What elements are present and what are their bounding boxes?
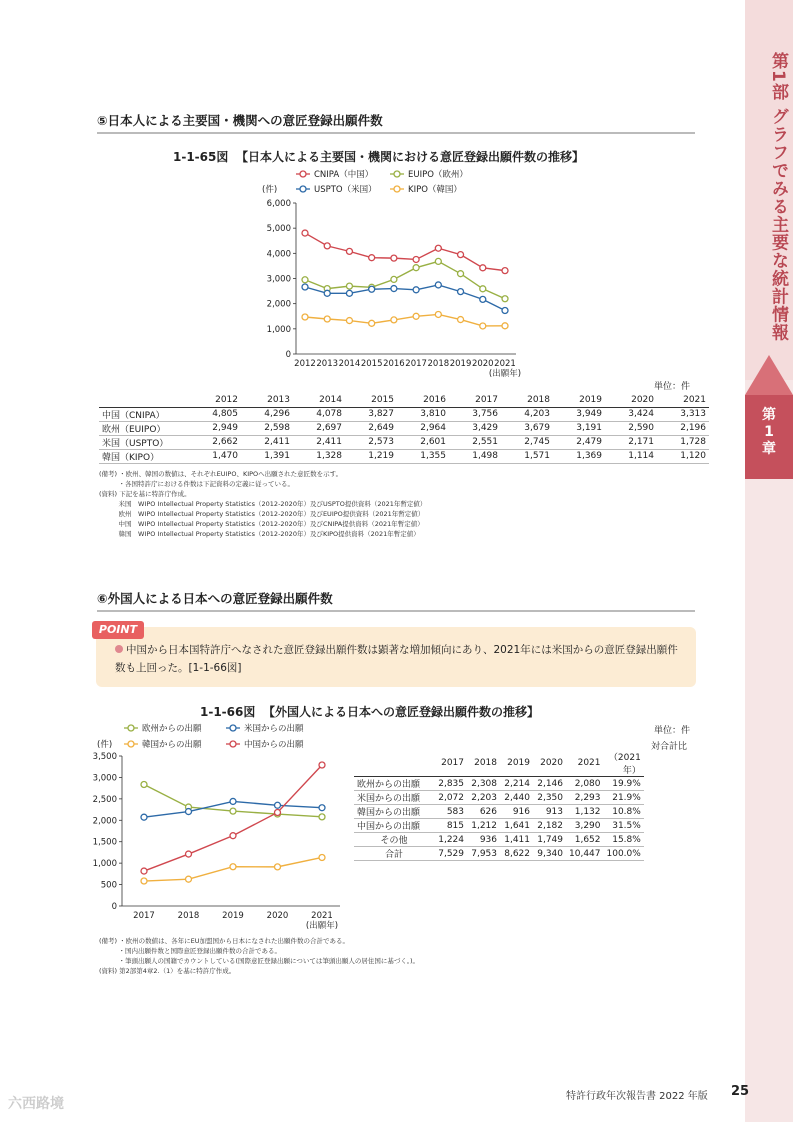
table-cell: 19.9%	[604, 777, 644, 791]
table-row-label: 中国からの出願	[354, 819, 434, 833]
table-cell: 3,429	[449, 421, 501, 435]
legend-label-1: 米国からの出願	[244, 724, 304, 734]
figure-2-line-chart	[92, 720, 346, 935]
y-axis-label: (件)	[97, 740, 113, 750]
section-6-title: ⑥外国人による日本への意匠登録出願件数	[97, 591, 333, 606]
table-row	[354, 819, 644, 833]
table-header-cell: 2018	[467, 750, 500, 777]
table-row	[354, 777, 644, 791]
table-cell: 3,949	[553, 407, 605, 421]
figure-1-notes	[99, 469, 426, 539]
data-point-3-1	[324, 316, 330, 322]
table-cell: 4,203	[501, 407, 553, 421]
table-cell: 1,749	[533, 833, 566, 847]
note-line: 中国 WIPO Intellectual Property Statistics（2012-2020年）及びCNIPA提供資料（2021年暫定値）	[99, 520, 424, 528]
table-cell: 4,805	[189, 407, 241, 421]
note-line: 韓国 WIPO Intellectual Property Statistics（2012-2020年）及びKIPO提供資料（2021年暫定値）	[99, 530, 420, 538]
data-point-2-1	[186, 876, 192, 882]
table-cell: 1,114	[605, 449, 657, 463]
y-tick-label: 3,000	[266, 274, 291, 285]
y-tick-label: 0	[111, 902, 117, 912]
table-header-row	[354, 750, 644, 777]
table-row-label: 中国（CNIPA）	[99, 407, 189, 421]
data-point-1-4	[319, 805, 325, 811]
footer-publication: 特許行政年次報告書 2022 年版	[566, 1091, 708, 1102]
data-point-3-2	[230, 833, 236, 839]
data-point-1-2	[230, 798, 236, 804]
table-cell: 1,369	[553, 449, 605, 463]
table-cell: 2,745	[501, 435, 553, 449]
table-cell: 1,219	[345, 449, 397, 463]
sidebar-chapter-label: 第 1 章	[762, 407, 776, 457]
table-cell: 2,598	[241, 421, 293, 435]
table-cell: 2,573	[345, 435, 397, 449]
note-line: (資料) 第2部第4章2.（1）を基に特許庁作成。	[99, 967, 236, 975]
x-tick-label: 2018	[427, 359, 450, 369]
table-cell: 2,411	[241, 435, 293, 449]
data-point-3-8	[480, 323, 486, 329]
table-cell: 2,949	[189, 421, 241, 435]
series-line-3	[305, 314, 505, 326]
page-number: 25	[731, 1084, 750, 1099]
table-row	[99, 435, 709, 449]
data-point-3-0	[302, 314, 308, 320]
table-cell: 21.9%	[604, 791, 644, 805]
data-point-1-3	[275, 802, 281, 808]
table-cell: 10.8%	[604, 805, 644, 819]
table-cell: 1,571	[501, 449, 553, 463]
table-cell: 4,296	[241, 407, 293, 421]
data-point-0-4	[391, 255, 397, 261]
table-header-row	[99, 393, 709, 407]
table-cell: 31.5%	[604, 819, 644, 833]
y-tick-label: 3,000	[92, 773, 117, 784]
figure-1-line-chart	[260, 168, 540, 383]
note-line: 欧州 WIPO Intellectual Property Statistics（2012-2020年）及びEUIPO提供資料（2021年暫定値）	[99, 510, 425, 518]
data-point-3-3	[275, 809, 281, 815]
table-cell: 2,649	[345, 421, 397, 435]
table-header-cell: 2012	[189, 393, 241, 407]
table-cell: 1,328	[293, 449, 345, 463]
table-header-cell: 2018	[501, 393, 553, 407]
point-text	[115, 641, 687, 677]
data-point-3-6	[435, 311, 441, 317]
table-header-cell	[354, 750, 434, 777]
x-tick-label: 2018	[177, 911, 200, 921]
legend-marker-2	[128, 741, 134, 747]
data-point-1-7	[458, 271, 464, 277]
data-point-1-2	[346, 283, 352, 289]
sidebar-arrow	[745, 355, 793, 395]
legend-label-3: KIPO（韓国）	[408, 185, 462, 195]
data-point-1-0	[141, 814, 147, 820]
table-row-label: 韓国からの出願	[354, 805, 434, 819]
y-tick-label: 2,000	[92, 816, 117, 827]
table-cell: 1,498	[449, 449, 501, 463]
table-cell: 1,212	[467, 819, 500, 833]
figure-2-data-table	[354, 750, 644, 861]
legend-marker-0	[300, 171, 306, 177]
sidebar-part-label: 第1部 グラフでみる主要な統計情報	[768, 52, 788, 342]
x-tick-label: 2015	[360, 359, 383, 369]
figure-1-number: 1-1-65図	[173, 150, 229, 164]
data-point-0-0	[141, 782, 147, 788]
table-cell: 3,191	[553, 421, 605, 435]
figure-2-ratio-header: 対合計比	[651, 742, 688, 752]
table-cell: 2,080	[566, 777, 604, 791]
table-cell: 2,308	[467, 777, 500, 791]
section-6-divider	[97, 610, 695, 612]
table-cell: 100.0%	[604, 847, 644, 861]
table-row	[99, 421, 709, 435]
table-row-label: その他	[354, 833, 434, 847]
figure-1-unit: 単位：件	[654, 382, 691, 392]
x-tick-label: 2017	[405, 359, 427, 369]
data-point-2-3	[275, 864, 281, 870]
table-header-cell: 2020	[533, 750, 566, 777]
legend-marker-1	[230, 725, 236, 731]
table-cell: 1,224	[434, 833, 467, 847]
table-header-cell: 2020	[605, 393, 657, 407]
y-tick-label: 1,000	[92, 859, 117, 870]
table-cell: 8,622	[500, 847, 533, 861]
table-row-label: 合計	[354, 847, 434, 861]
table-cell: 3,313	[657, 407, 709, 421]
figure-2-title	[200, 703, 539, 720]
data-point-0-4	[319, 814, 325, 820]
table-cell: 2,601	[397, 435, 449, 449]
table-row	[354, 791, 644, 805]
table-row-label: 米国からの出願	[354, 791, 434, 805]
section-5-divider	[97, 132, 695, 134]
watermark: 六西路境	[8, 1096, 64, 1112]
data-point-2-0	[141, 878, 147, 884]
x-axis-label: (出願年)	[305, 921, 339, 931]
data-point-0-0	[302, 230, 308, 236]
x-tick-label: 2016	[383, 359, 405, 369]
figure-2-unit: 単位：件	[654, 726, 691, 736]
data-point-2-0	[302, 284, 308, 290]
table-row-label: 米国（USPTO）	[99, 435, 189, 449]
table-header-cell: 2017	[449, 393, 501, 407]
x-tick-label: 2013	[316, 359, 339, 369]
data-point-1-4	[391, 276, 397, 282]
table-cell: 10,447	[566, 847, 604, 861]
x-tick-label: 2014	[338, 359, 361, 369]
section-5-title: ⑤日本人による主要国・機関への意匠登録出願件数	[97, 113, 383, 128]
data-point-0-2	[346, 248, 352, 254]
legend-marker-0	[128, 725, 134, 731]
table-header-cell: 2013	[241, 393, 293, 407]
table-cell: 916	[500, 805, 533, 819]
table-cell: 2,182	[533, 819, 566, 833]
table-cell: 15.8%	[604, 833, 644, 847]
data-point-0-5	[413, 256, 419, 262]
table-cell: 3,679	[501, 421, 553, 435]
note-line: (備考) ・欧州の数値は、各年にEU加盟国から日本になされた出願件数の合計である。	[99, 937, 350, 945]
table-header-cell: 2019	[500, 750, 533, 777]
y-tick-label: 5,000	[266, 224, 291, 235]
data-point-0-7	[458, 252, 464, 258]
data-point-3-3	[369, 320, 375, 326]
table-header-cell	[99, 393, 189, 407]
note-line: 米国 WIPO Intellectual Property Statistics（2012-2020年）及びUSPTO提供資料（2021年暫定値）	[99, 500, 427, 508]
figure-2-number: 1-1-66図	[200, 705, 256, 719]
table-cell: 2,662	[189, 435, 241, 449]
table-cell: 2,835	[434, 777, 467, 791]
data-point-2-2	[230, 864, 236, 870]
y-tick-label: 4,000	[266, 249, 291, 260]
data-point-2-4	[391, 286, 397, 292]
x-tick-label: 2021	[494, 359, 516, 369]
table-cell: 4,078	[293, 407, 345, 421]
data-point-2-5	[413, 287, 419, 293]
table-cell: 1,470	[189, 449, 241, 463]
data-point-0-9	[502, 268, 508, 274]
table-cell: 2,440	[500, 791, 533, 805]
data-point-3-2	[346, 318, 352, 324]
data-point-0-3	[369, 255, 375, 261]
y-axis-label: (件)	[262, 185, 278, 195]
table-cell: 3,810	[397, 407, 449, 421]
table-cell: 2,697	[293, 421, 345, 435]
table-row-label: 韓国（KIPO）	[99, 449, 189, 463]
data-point-0-1	[324, 243, 330, 249]
legend-label-2: USPTO（米国）	[314, 185, 377, 195]
legend-marker-3	[394, 186, 400, 192]
data-point-3-4	[391, 317, 397, 323]
data-point-2-4	[319, 854, 325, 860]
figure-2-caption: 【外国人による日本への意匠登録出願件数の推移】	[263, 705, 540, 719]
data-point-3-5	[413, 313, 419, 319]
series-line-3	[144, 765, 322, 871]
point-body: 中国から日本国特許庁へなされた意匠登録出願件数は顕著な増加傾向にあり、2021年には米国からの意匠登録出願件数も上回った。[1-1-66図]	[115, 644, 678, 674]
table-cell: 583	[434, 805, 467, 819]
table-header-cell: 2015	[345, 393, 397, 407]
series-line-0	[305, 233, 505, 271]
table-header-cell: 2017	[434, 750, 467, 777]
data-point-2-7	[458, 289, 464, 295]
table-cell: 815	[434, 819, 467, 833]
data-point-3-1	[186, 851, 192, 857]
table-cell: 9,340	[533, 847, 566, 861]
table-header-cell: 2014	[293, 393, 345, 407]
data-point-0-6	[435, 245, 441, 251]
table-cell: 2,293	[566, 791, 604, 805]
table-cell: 2,146	[533, 777, 566, 791]
table-cell: 2,411	[293, 435, 345, 449]
y-tick-label: 2,000	[266, 299, 291, 310]
legend-label-0: CNIPA（中国）	[314, 170, 374, 180]
table-cell: 1,355	[397, 449, 449, 463]
figure-1-caption: 【日本人による主要国・機関における意匠登録出願件数の推移】	[236, 150, 585, 164]
data-point-1-0	[302, 277, 308, 283]
table-cell: 7,953	[467, 847, 500, 861]
x-axis-label: (出願年)	[488, 369, 522, 379]
table-cell: 2,203	[467, 791, 500, 805]
table-cell: 1,391	[241, 449, 293, 463]
table-cell: 3,827	[345, 407, 397, 421]
table-cell: 626	[467, 805, 500, 819]
data-point-2-1	[324, 290, 330, 296]
table-cell: 2,350	[533, 791, 566, 805]
data-point-2-3	[369, 286, 375, 292]
x-tick-label: 2021	[311, 911, 333, 921]
note-line: (資料) 下記を基に特許庁作成。	[99, 490, 191, 498]
table-cell: 3,756	[449, 407, 501, 421]
data-point-3-9	[502, 323, 508, 329]
table-row	[354, 805, 644, 819]
table-cell: 1,728	[657, 435, 709, 449]
y-tick-label: 0	[285, 350, 291, 360]
table-row	[99, 449, 709, 463]
table-cell: 913	[533, 805, 566, 819]
data-point-3-0	[141, 868, 147, 874]
table-cell: 3,424	[605, 407, 657, 421]
data-point-1-8	[480, 286, 486, 292]
data-point-1-1	[186, 809, 192, 815]
table-cell: 1,652	[566, 833, 604, 847]
table-cell: 1,132	[566, 805, 604, 819]
note-line: ・各国特許庁における件数は下記資料の定義に従っている。	[99, 480, 294, 488]
table-cell: 1,120	[657, 449, 709, 463]
series-line-2	[305, 285, 505, 311]
note-line: (備考) ・欧州、韓国の数値は、それぞれEUIPO、KIPOへ出願された意匠数を示す。	[99, 470, 343, 478]
point-bullet-icon	[115, 645, 123, 653]
table-cell: 2,072	[434, 791, 467, 805]
legend-label-3: 中国からの出願	[244, 740, 304, 750]
figure-1-data-table	[99, 393, 709, 464]
data-point-2-6	[435, 282, 441, 288]
table-row	[354, 847, 644, 861]
table-cell: 2,551	[449, 435, 501, 449]
table-cell: 3,290	[566, 819, 604, 833]
x-tick-label: 2020	[266, 911, 289, 921]
table-row	[354, 833, 644, 847]
legend-marker-2	[300, 186, 306, 192]
table-cell: 2,479	[553, 435, 605, 449]
y-tick-label: 2,500	[92, 794, 117, 805]
table-header-cell: 2016	[397, 393, 449, 407]
x-tick-label: 2019	[449, 359, 472, 369]
data-point-0-8	[480, 265, 486, 271]
table-cell: 2,964	[397, 421, 449, 435]
table-row	[99, 407, 709, 421]
x-tick-label: 2017	[133, 911, 155, 921]
y-tick-label: 500	[100, 880, 117, 891]
y-tick-label: 3,500	[92, 752, 117, 762]
table-header-cell: （2021年）	[604, 750, 644, 777]
note-line: ・国内出願件数と国際意匠登録出願件数の合計である。	[99, 947, 281, 955]
data-point-3-7	[458, 317, 464, 323]
table-cell: 7,529	[434, 847, 467, 861]
data-point-2-9	[502, 308, 508, 314]
data-point-0-2	[230, 808, 236, 814]
legend-marker-3	[230, 741, 236, 747]
table-row-label: 欧州からの出願	[354, 777, 434, 791]
legend-marker-1	[394, 171, 400, 177]
table-header-cell: 2019	[553, 393, 605, 407]
data-point-3-4	[319, 762, 325, 768]
legend-label-0: 欧州からの出願	[142, 724, 202, 734]
note-line: ・筆頭出願人の国籍でカウントしている(国際意匠登録出願については筆頭出願人の居住国に基づく。)。	[99, 957, 420, 965]
figure-1-title	[173, 148, 584, 165]
y-tick-label: 1,500	[92, 837, 117, 848]
sidebar-chapter-tab[interactable]	[745, 395, 793, 479]
x-tick-label: 2020	[471, 359, 494, 369]
table-cell: 1,641	[500, 819, 533, 833]
legend-label-2: 韓国からの出願	[142, 740, 202, 750]
data-point-1-5	[413, 265, 419, 271]
table-header-cell: 2021	[657, 393, 709, 407]
table-cell: 1,411	[500, 833, 533, 847]
table-row-label: 欧州（EUIPO）	[99, 421, 189, 435]
x-tick-label: 2012	[294, 359, 316, 369]
x-tick-label: 2019	[222, 911, 244, 921]
y-tick-label: 6,000	[266, 199, 291, 209]
table-cell: 2,171	[605, 435, 657, 449]
table-header-cell: 2021	[566, 750, 604, 777]
table-cell: 936	[467, 833, 500, 847]
y-tick-label: 1,000	[266, 324, 291, 335]
data-point-2-8	[480, 296, 486, 302]
data-point-1-9	[502, 296, 508, 302]
figure-2-notes	[99, 936, 419, 976]
table-cell: 2,214	[500, 777, 533, 791]
table-cell: 2,196	[657, 421, 709, 435]
point-label: POINT	[92, 621, 144, 639]
legend-label-1: EUIPO（欧州）	[408, 170, 468, 180]
data-point-2-2	[346, 290, 352, 296]
data-point-1-6	[435, 258, 441, 264]
table-cell: 2,590	[605, 421, 657, 435]
